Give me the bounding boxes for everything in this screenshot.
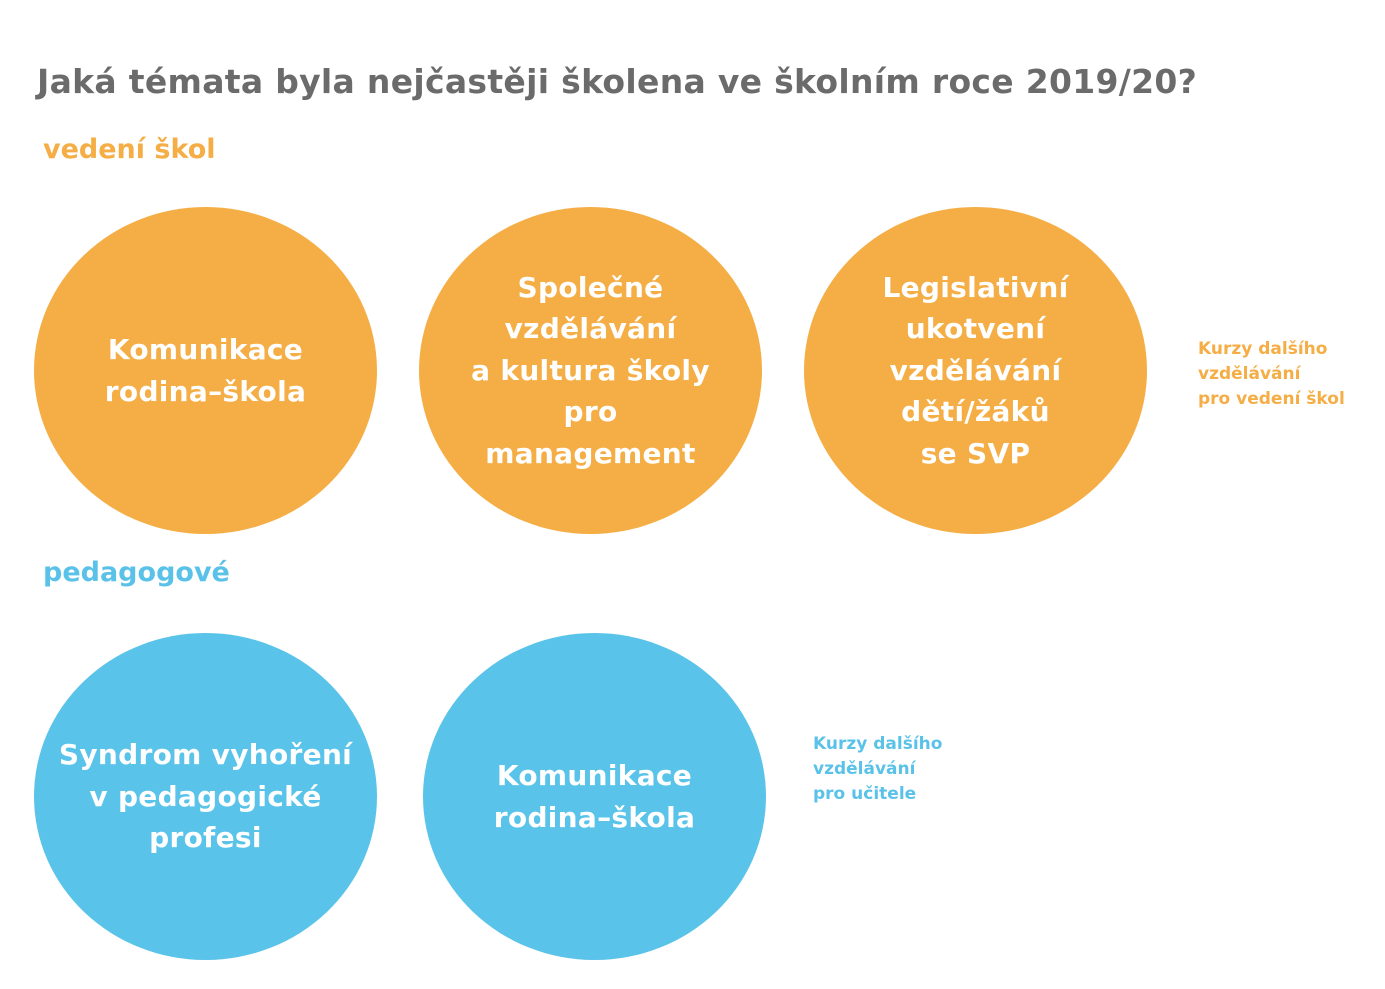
note-teacher-courses: Kurzy dalšího vzdělávání pro učitele xyxy=(813,734,943,804)
topic-label: Syndrom vyhoření v pedagogické profesi xyxy=(58,738,353,855)
topic-circle-teachers-2 xyxy=(423,633,766,960)
section-label-teachers: pedagogové xyxy=(43,557,230,588)
topic-label: Komunikace rodina–škola xyxy=(493,759,696,834)
topic-label: Společné vzdělávání a kultura školy pro management xyxy=(471,270,710,470)
topic-circle-leadership-3 xyxy=(804,207,1147,534)
topic-circle-teachers-1 xyxy=(34,633,377,960)
page-title: Jaká témata byla nejčastěji školena ve školním roce 2019/20? xyxy=(37,62,1198,101)
topic-label: Komunikace rodina–škola xyxy=(104,333,307,408)
section-label-leadership: vedení škol xyxy=(43,134,216,165)
note-leadership-courses: Kurzy dalšího vzdělávání pro vedení škol xyxy=(1198,339,1345,409)
topic-circle-leadership-1 xyxy=(34,207,377,534)
topic-label: Legislativní ukotvení vzdělávání dětí/žáků se SVP xyxy=(882,270,1069,470)
topic-circle-leadership-2 xyxy=(419,207,762,534)
